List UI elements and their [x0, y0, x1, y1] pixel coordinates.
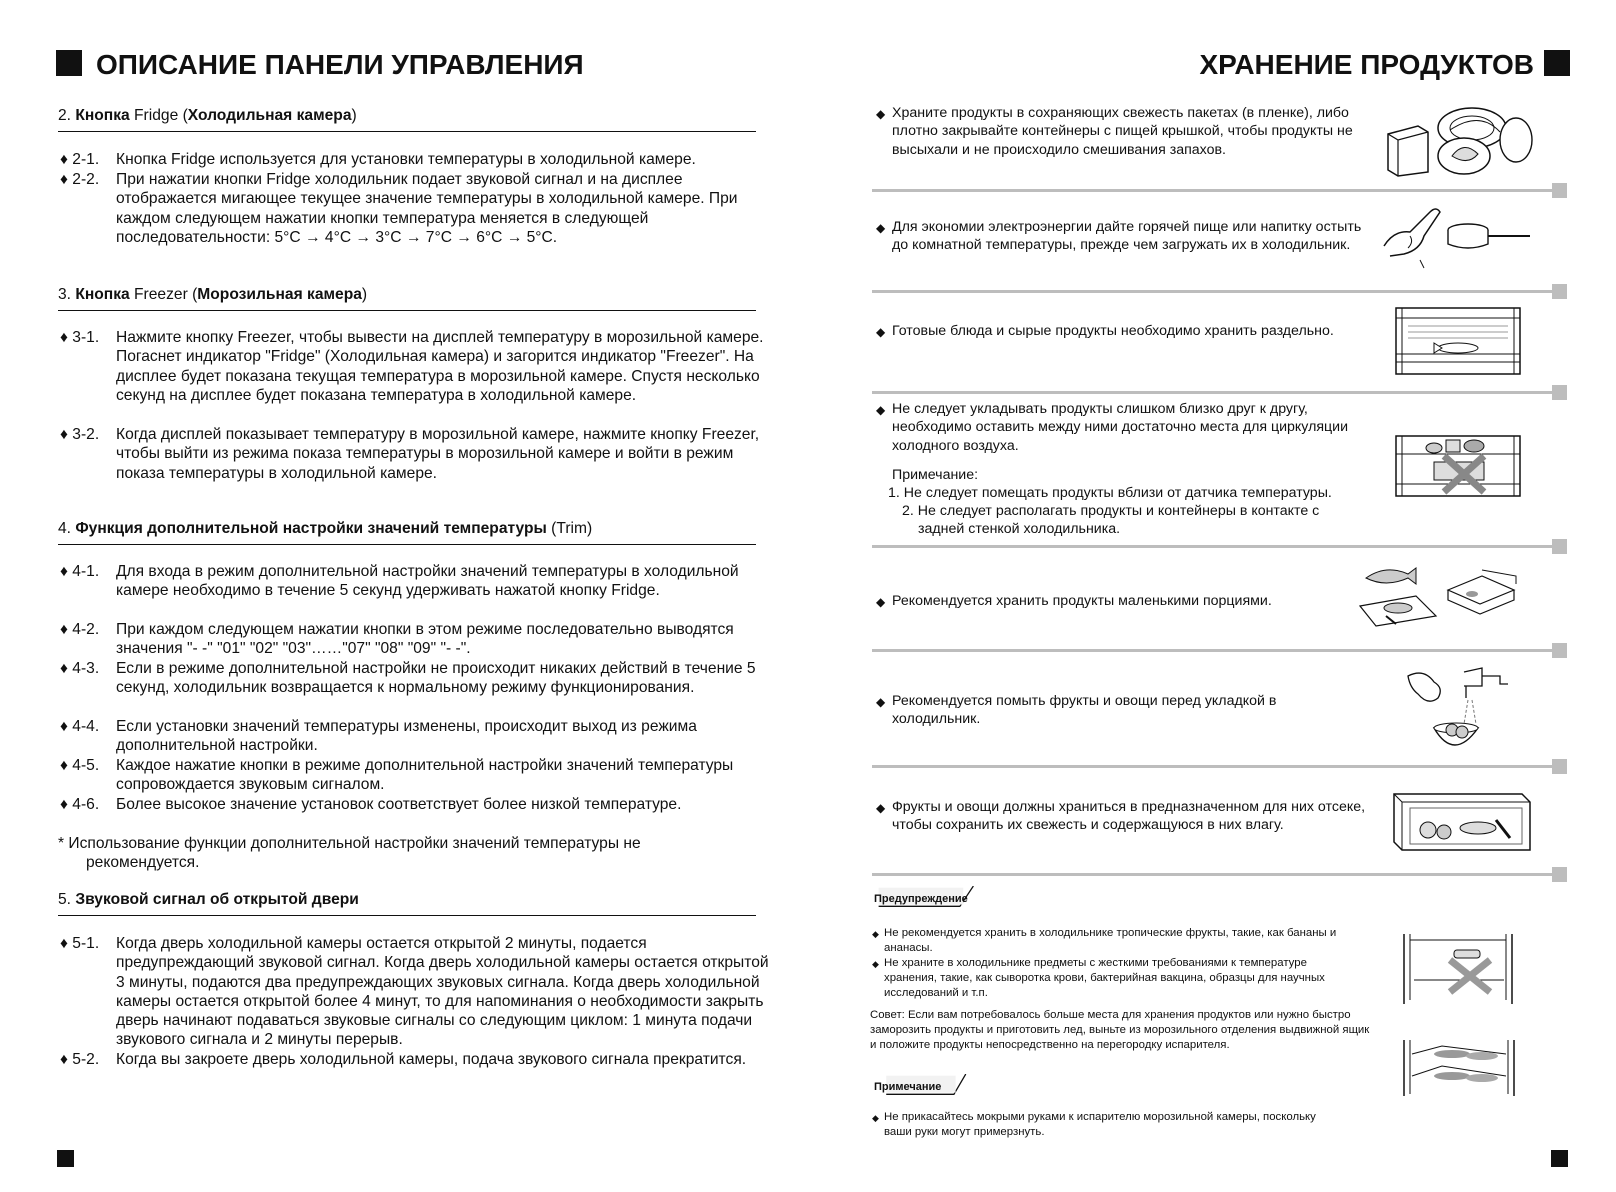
crisper-drawer-illustration	[1392, 786, 1532, 856]
footer-square-left	[57, 1150, 74, 1167]
storage-tip-spacing: ◆ Не следует укладывать продукты слишком близко друг к другу, необходимо оставить между ними достаточно места для циркуляции холодного воздуха.	[876, 401, 1349, 454]
section-trim-function: 4. Функция дополнительной настройки значений температуры (Trim)	[58, 519, 756, 545]
note-item-wet-hands: ◆ Не прикасайтесь мокрыми руками к испарителю морозильной камеры, поскольку ваши руки могут примерзнуть.	[872, 1111, 1316, 1138]
separator-line	[872, 391, 1558, 394]
separator-line	[872, 873, 1558, 876]
note-label: Примечание	[874, 1081, 942, 1093]
separator-line	[872, 545, 1558, 548]
freezer-shelf-illustration	[1402, 1036, 1518, 1098]
spacing-note-2: 2. Не следует располагать продукты и контейнеры в контакте с задней стенкой холодильника.	[902, 503, 1320, 538]
left-page-title: ОПИСАНИЕ ПАНЕЛИ УПРАВЛЕНИЯ	[96, 49, 584, 80]
food-containers-illustration	[1380, 100, 1540, 178]
separator-square	[1552, 867, 1567, 882]
washing-fruit-illustration	[1404, 664, 1514, 764]
spacing-note-1: 1. Не следует помещать продукты вблизи от датчика температуры.	[888, 485, 1332, 501]
separator-square	[1552, 643, 1567, 658]
warning-item-sensitive: ◆ Не храните в холодильнике предметы с жесткими требованиями к температуре хранения, такие, как сыворотка крови, бактерийная вакцина, образцы для научных исследований и т.п.	[872, 957, 1325, 999]
section-freezer-button: 3. Кнопка Freezer (Морозильная камера)	[58, 285, 756, 311]
separator-line	[872, 649, 1558, 652]
item-4-1: ♦ 4-1. Для входа в режим дополнительной настройки значений температуры в холодильной камере необходимо в течение 5 секунд удерживать нажатой кнопку Fridge.	[60, 563, 739, 600]
separator-square	[1552, 759, 1567, 774]
item-4-4: ♦ 4-4. Если установки значений температуры изменены, происходит выход из режима дополнительной настройки.	[60, 718, 697, 755]
item-4-3: ♦ 4-3. Если в режиме дополнительной настройки не происходит никаких действий в течение 5 секунд, холодильник возвращается к нормальному режиму функционирования.	[60, 660, 756, 697]
item-5-1: ♦ 5-1. Когда дверь холодильной камеры остается открытой 2 минуты, подается предупреждающий звуковой сигнал. Когда дверь холодильной камеры остается открытой 3 минуты, подаются два предупреждающих звуковых сигнала. Когда дверь холодильной камеры остается открытой более 4 минут, то для напоминания о необходимости закрыть дверь начинают подаваться звуковые сигналы со следующим циклом: 1 минута подачи звукового сигнала и 2 минуты перерыв.	[60, 935, 769, 1049]
item-3-2: ♦ 3-2. Когда дисплей показывает температуру в морозильной камере, нажмите кнопку Freezer, чтобы выйти из режима показа температуры в морозильной камере и войти в режим показа температуры в холодильной камере.	[60, 426, 760, 482]
separator-line	[872, 189, 1558, 192]
crowded-shelf-illustration	[1394, 434, 1524, 500]
spacing-note-title: Примечание:	[892, 467, 979, 483]
storage-tip-portions: ◆ Рекомендуется хранить продукты маленькими порциями.	[876, 593, 1272, 609]
item-5-2: ♦ 5-2. Когда вы закроете дверь холодильной камеры, подача звукового сигнала прекратится.	[60, 1051, 747, 1068]
fridge-shelves-illustration	[1394, 306, 1524, 378]
item-4-2: ♦ 4-2. При каждом следующем нажатии кнопки в этом режиме последовательно выводятся значения "- -" "01" "02" "03"……"07" "08" "09" "- -".	[60, 621, 734, 658]
item-4-5: ♦ 4-5. Каждое нажатие кнопки в режиме дополнительной настройки значений температуры сопровождается звуковым сигналом.	[60, 757, 734, 794]
trim-footnote: * Использование функции дополнительной настройки значений температуры не рекомендуется.	[58, 835, 641, 872]
item-3-1: ♦ 3-1. Нажмите кнопку Freezer, чтобы вывести на дисплей температуру в морозильной камере. Погаснет индикатор "Fridge" (Холодильная камера) и загорится индикатор "Freezer". На дисплее будет показана текущая температура в морозильной камере. Спустя несколько секунд на дисплее будет показана температура в холодильной камере.	[60, 329, 764, 404]
right-page-title: ХРАНЕНИЕ ПРОДУКТОВ	[1199, 49, 1534, 80]
item-2-1: ♦ 2-1. Кнопка Fridge используется для установки температуры в холодильной камере.	[60, 151, 696, 168]
separator-line	[872, 290, 1558, 293]
storage-tip-wrap: ◆ Храните продукты в сохраняющих свежесть пакетах (в пленке), либо плотно закрывайте контейнеры с пищей крышкой, чтобы продукты не высыхали и не происходило смешивания запахов.	[876, 105, 1353, 158]
separator-line	[872, 765, 1558, 768]
separator-square	[1552, 284, 1567, 299]
warning-tip: Совет: Если вам потребовалось больше места для хранения продуктов или нужно быстро заморозить продукты и приготовить лед, выньте из морозильного отделения выдвижной ящик и положите продукты непосредственно на перегородку испарителя.	[870, 1009, 1370, 1051]
warning-label: Предупреждение	[874, 893, 968, 905]
title-square-left	[56, 50, 82, 76]
separator-square	[1552, 183, 1567, 198]
section-fridge-button: 2. Кнопка Fridge (Холодильная камера)	[58, 106, 756, 132]
warning-item-tropical: ◆ Не рекомендуется хранить в холодильнике тропические фрукты, такие, как бананы и ананасы.	[872, 927, 1337, 954]
title-square-right	[1544, 50, 1570, 76]
separator-square	[1552, 539, 1567, 554]
storage-tip-cool: ◆ Для экономии электроэнергии дайте горячей пище или напитку остыть до комнатной температуры, прежде чем загружать их в холодильник.	[876, 219, 1362, 254]
footer-square-right	[1551, 1150, 1568, 1167]
fish-portions-illustration	[1356, 556, 1526, 630]
storage-tip-separate: ◆ Готовые блюда и сырые продукты необходимо хранить раздельно.	[876, 323, 1334, 339]
item-2-2: ♦ 2-2. При нажатии кнопки Fridge холодильник подает звуковой сигнал и на дисплее отображается мигающее текущее значение температуры в холодильной камере. При каждом следующем нажатии кнопки температура меняется в следующей последовательности: 5°C → 4°C → 3°C → 7°C → 6°C → 5°C.	[60, 171, 738, 246]
hot-food-illustration	[1380, 196, 1540, 272]
separator-square	[1552, 385, 1567, 400]
fridge-no-items-illustration	[1400, 930, 1516, 1006]
item-4-6: ♦ 4-6. Более высокое значение установок соответствует более низкой температуре.	[60, 796, 682, 813]
section-door-alarm: 5. Звуковой сигнал об открытой двери	[58, 890, 756, 916]
storage-tip-wash: ◆ Рекомендуется помыть фрукты и овощи перед укладкой в холодильник.	[876, 693, 1277, 728]
storage-tip-crisper: ◆ Фрукты и овощи должны храниться в предназначенном для них отсеке, чтобы сохранить их свежесть и содержащуюся в них влагу.	[876, 799, 1366, 834]
